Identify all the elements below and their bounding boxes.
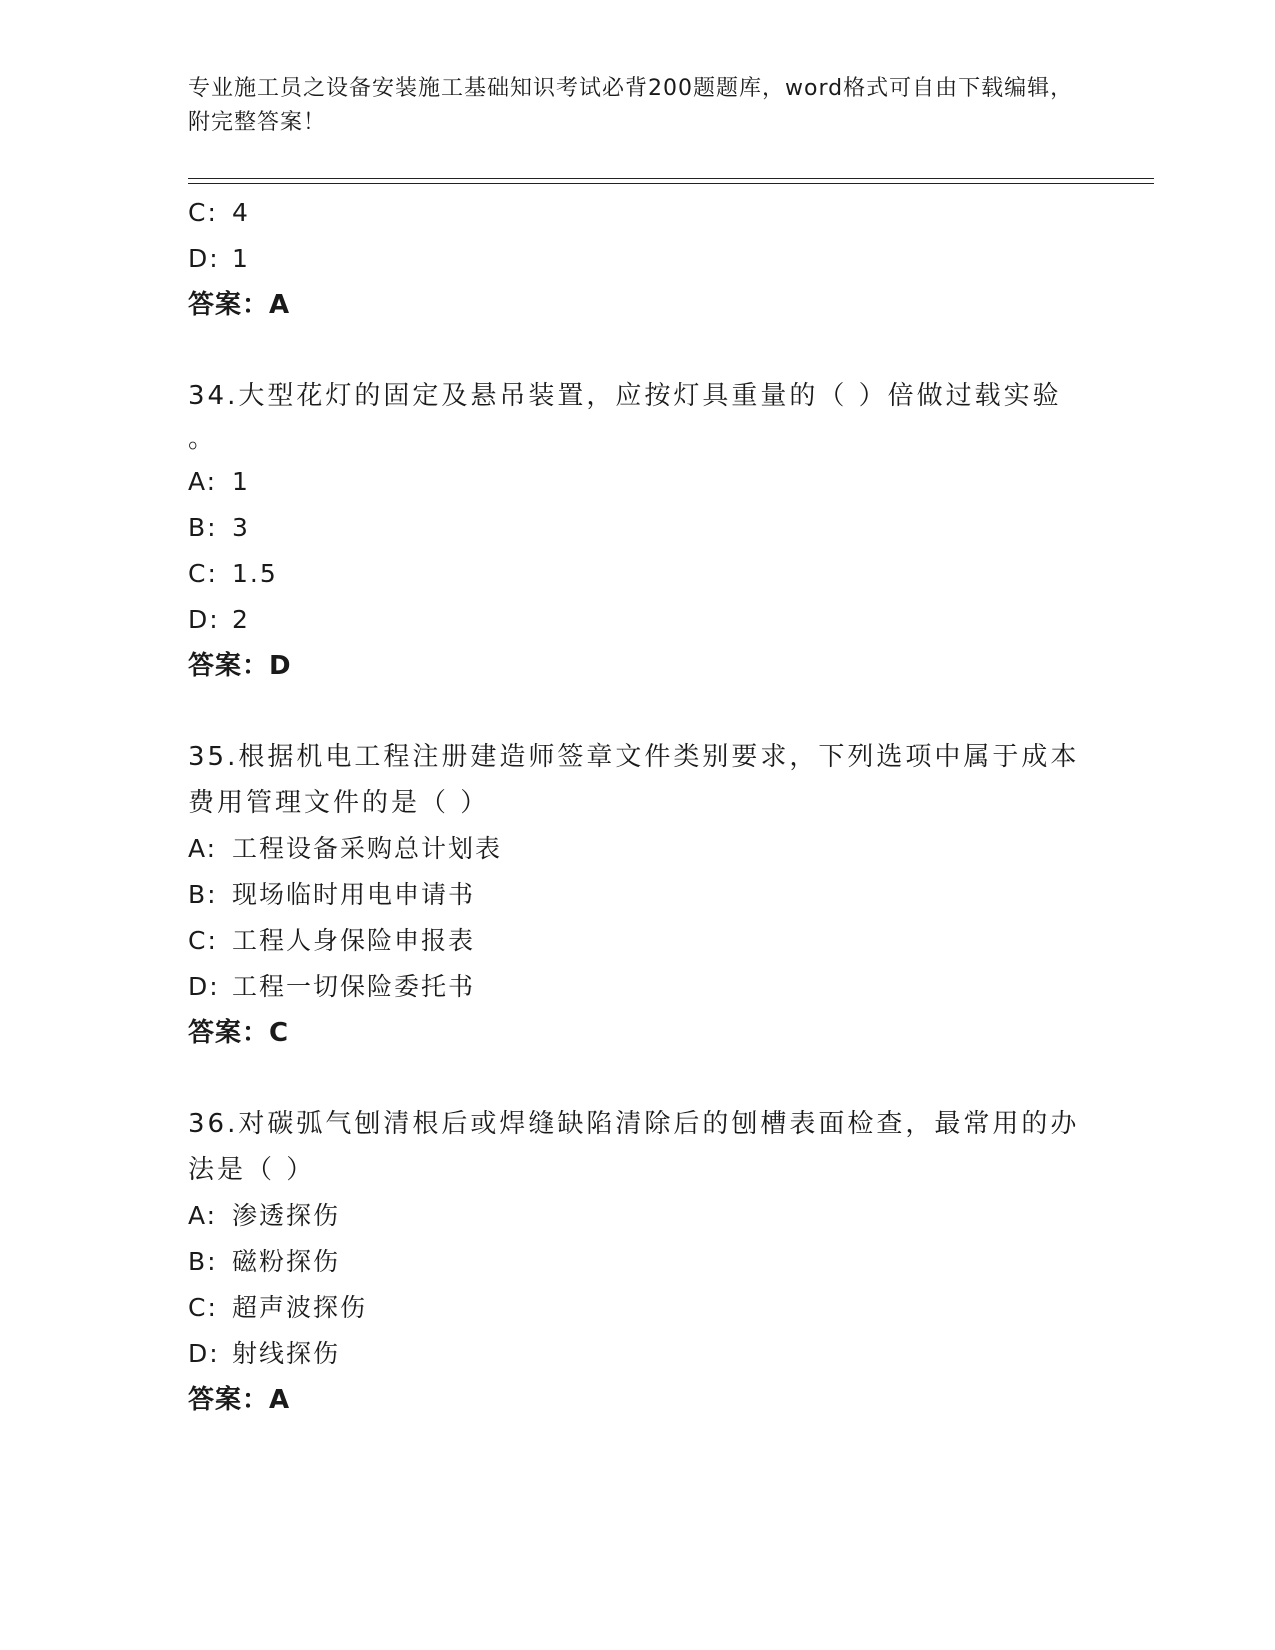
option-b — [188, 1239, 1088, 1285]
question-content — [188, 190, 1088, 1423]
option-a — [188, 1193, 1088, 1239]
option-a — [188, 459, 1088, 505]
header-divider-top — [188, 178, 1154, 179]
option-label: B: — [188, 1247, 218, 1276]
option-text: 现场临时用电申请书 — [232, 880, 476, 909]
question-36-text: 36.对碳弧气刨清根后或焊缝缺陷清除后的刨槽表面检查，最常用的办 — [188, 1109, 1080, 1139]
question-34-text-cont: 。 — [188, 424, 215, 454]
option-text: 1.5 — [232, 559, 278, 588]
option-text: 1 — [232, 467, 250, 496]
option-c — [188, 190, 1088, 236]
option-c — [188, 918, 1088, 964]
option-text: 超声波探伤 — [232, 1293, 368, 1322]
answer-line: 答案：D — [188, 651, 292, 681]
option-label: C: — [188, 559, 218, 588]
option-b — [188, 505, 1088, 551]
option-text: 3 — [232, 513, 250, 542]
question-36-text-cont: 法是（ ） — [188, 1155, 316, 1185]
option-d — [188, 964, 1088, 1010]
option-label: C: — [188, 926, 218, 955]
question-35-text: 35.根据机电工程注册建造师签章文件类别要求，下列选项中属于成本 — [188, 742, 1080, 772]
option-d — [188, 597, 1088, 643]
option-text: 1 — [232, 244, 250, 273]
option-label: B: — [188, 513, 218, 542]
option-label: D: — [188, 244, 220, 273]
option-label: B: — [188, 880, 218, 909]
option-c — [188, 1285, 1088, 1331]
option-text: 磁粉探伤 — [232, 1247, 341, 1276]
option-label: C: — [188, 1293, 218, 1322]
option-text: 射线探伤 — [232, 1339, 341, 1368]
page-header-title: 专业施工员之设备安装施工基础知识考试必背200题题库，word格式可自由下载编辑，附完整答案！ — [188, 76, 1074, 135]
option-text: 工程设备采购总计划表 — [232, 834, 503, 863]
option-label: A: — [188, 834, 218, 863]
option-label: D: — [188, 605, 220, 634]
option-label: A: — [188, 467, 218, 496]
option-text: 4 — [232, 198, 250, 227]
option-b — [188, 872, 1088, 918]
option-label: A: — [188, 1201, 218, 1230]
question-34-text: 34.大型花灯的固定及悬吊装置，应按灯具重量的（ ）倍做过载实验 — [188, 381, 1062, 411]
question-35-text-cont: 费用管理文件的是（ ） — [188, 788, 490, 818]
option-a — [188, 826, 1088, 872]
option-d — [188, 1331, 1088, 1377]
header-divider-bottom — [188, 183, 1154, 184]
answer-line: 答案：A — [188, 1385, 291, 1415]
option-label: D: — [188, 1339, 220, 1368]
option-d — [188, 236, 1088, 282]
option-c — [188, 551, 1088, 597]
option-text: 工程一切保险委托书 — [232, 972, 476, 1001]
option-label: D: — [188, 972, 220, 1001]
option-text: 工程人身保险申报表 — [232, 926, 476, 955]
option-text: 2 — [232, 605, 250, 634]
option-text: 渗透探伤 — [232, 1201, 341, 1230]
option-label: C: — [188, 198, 218, 227]
answer-line: 答案：A — [188, 290, 291, 320]
answer-line: 答案：C — [188, 1018, 290, 1048]
